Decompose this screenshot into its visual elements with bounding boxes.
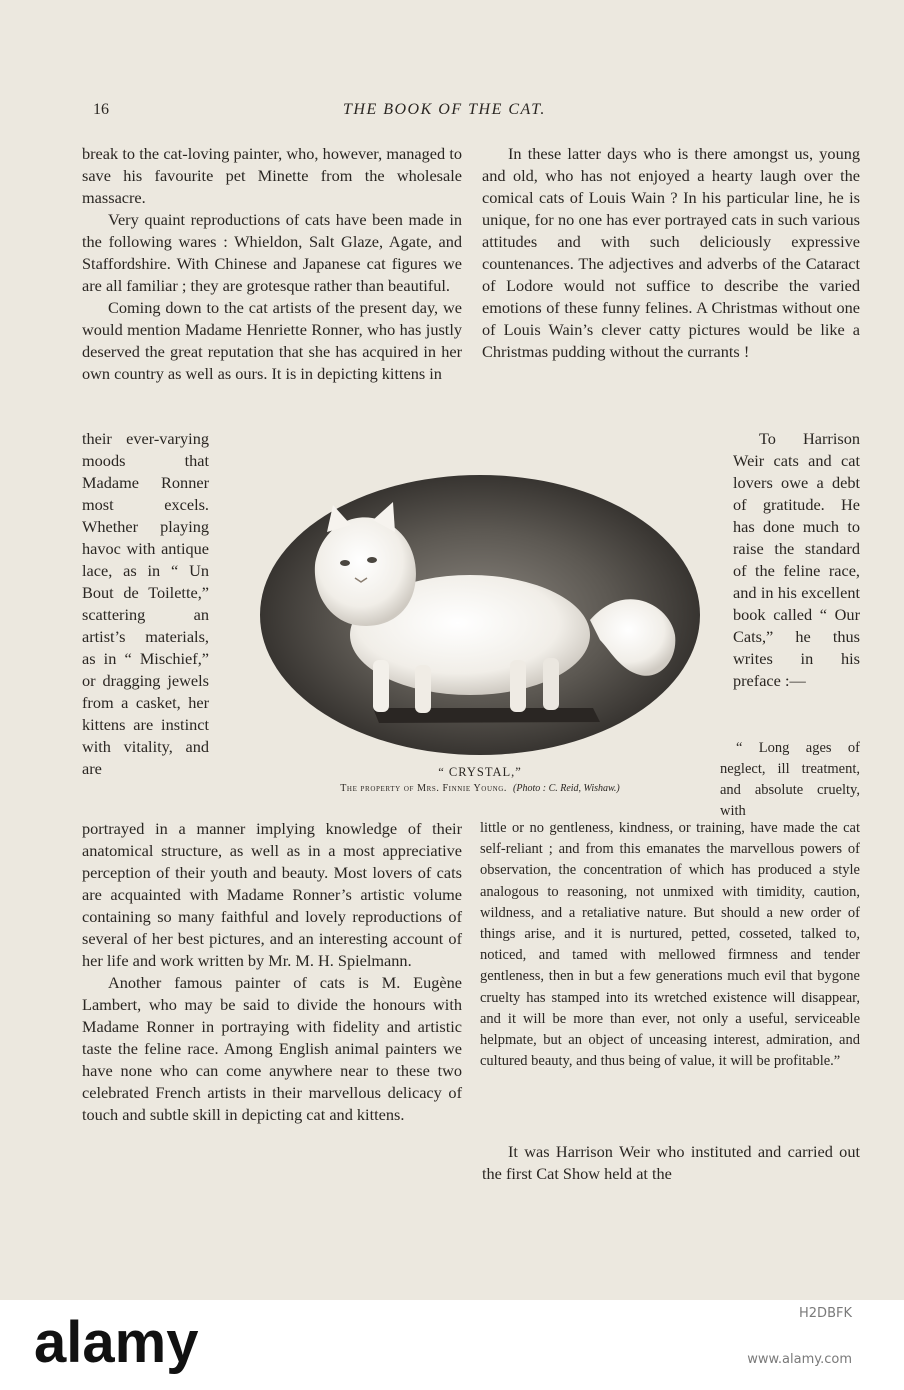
- cat-photograph: [255, 470, 705, 760]
- page-number: 16: [93, 101, 109, 118]
- left-column-bottom: [82, 818, 462, 1126]
- paragraph: their ever-varying moods that Madame Ronner most excels. Whether playing havoc with antique lace, as in “ Un Bout de Toilette,” scattering an artist’s materials, as in “ Mischief,” or dragging jewels from a casket, her kittens are instinct with vitality, and are: [82, 429, 209, 778]
- figure-property: The property of Mrs. Finnie Young.: [340, 783, 508, 794]
- right-column-bottom: [482, 1141, 860, 1185]
- left-wrap-column: [82, 428, 209, 780]
- paragraph: In these latter days who is there amongst us, young and old, who has not enjoyed a hearty laugh over the comical cats of Louis Wain ? In his particular line, he is unique, for no one has ever portrayed cats in such various attitudes and with such deliciously expressive countenances. The adjectives and adverbs of the Cataract of Lodore would not suffice to describe the varied emotions of these funny felines. A Christmas without one of Louis Wain’s clever catty pictures would be like a Christmas pudding without the currants !: [482, 144, 860, 361]
- paragraph: break to the cat-loving painter, who, however, managed to save his favourite pet Minette from the wholesale massacre.: [82, 144, 462, 207]
- figure-title: “ CRYSTAL,”: [438, 765, 522, 779]
- paragraph: Coming down to the cat artists of the present day, we would mention Madame Henriette Ronner, who has justly deserved the great reputation that she has acquired in her own country as well as ours. It is in depicting kittens in: [82, 298, 462, 383]
- alamy-logo: [30, 1306, 240, 1378]
- running-title: THE BOOK OF THE CAT.: [343, 101, 546, 118]
- quote-start: [720, 738, 860, 822]
- right-column-top: [482, 143, 860, 363]
- left-column-top: [82, 143, 462, 385]
- alamy-logo-text: alamy: [34, 1310, 199, 1375]
- paragraph: To Harrison Weir cats and cat lovers owe a debt of gratitude. He has done much to raise the standard of the feline race, and in his excellent book called “ Our Cats,” he thus writes in his preface :—: [733, 429, 860, 690]
- figure-credit: (Photo : C. Reid, Wishaw.): [513, 783, 620, 794]
- paragraph: Very quaint reproductions of cats have been made in the following wares : Whieldon, Salt Glaze, Agate, and Staffordshire. With Chinese and Japanese cat figures we are all familiar ; they are grotesque rather than beautiful.: [82, 210, 462, 295]
- figure-caption: [240, 783, 720, 794]
- right-wrap-column: [733, 428, 860, 692]
- image-id: H2DBFK: [799, 1306, 852, 1321]
- quote-body: [480, 818, 860, 1072]
- paragraph: portrayed in a manner implying knowledge of their anatomical structure, as well as in a most appreciative perception of their youth and beauty. Most lovers of cats are acquainted with Madame Ronner’s artistic volume containing so many faithful and lovely reproductions of several of her best pictures, and an interesting account of her life and work written by Mr. M. H. Spielmann.: [82, 819, 462, 970]
- paragraph: It was Harrison Weir who instituted and carried out the first Cat Show held at the: [482, 1142, 860, 1183]
- page-header: [93, 101, 860, 125]
- paragraph: Another famous painter of cats is M. Eugène Lambert, who may be said to divide the honours with Madame Ronner in portraying with fidelity and artistic taste the feline race. Among English animal painters we have none who can come anywhere near to these two celebrated French artists in their marvellous delicacy of touch and subtle skill in depicting cat and kittens.: [82, 973, 462, 1124]
- quote-paragraph: “ Long ages of neglect, ill treatment, and absolute cruelty, with: [720, 740, 860, 819]
- quote-paragraph: little or no gentleness, kindness, or training, have made the cat self-reliant ; and from this emanates the marvellous powers of observation, the concentration of which has produced a style analogous to reasoning, not unmixed with timidity, caution, wildness, and a retaliative nature. But should a new order of things arise, and it is nurtured, petted, cosseted, talked to, noticed, and tamed with mellowed firmness and tender gentleness, then in but a few generations much evil that bygone cruelty has stamped into its wretched existence will disappear, and it will be more than ever, not only a useful, serviceable helpmate, but an object of unceasing interest, admiration, and cultured beauty, and thus being of value, it will be profitable.”: [480, 820, 860, 1070]
- watermark-url: www.alamy.com: [747, 1352, 852, 1367]
